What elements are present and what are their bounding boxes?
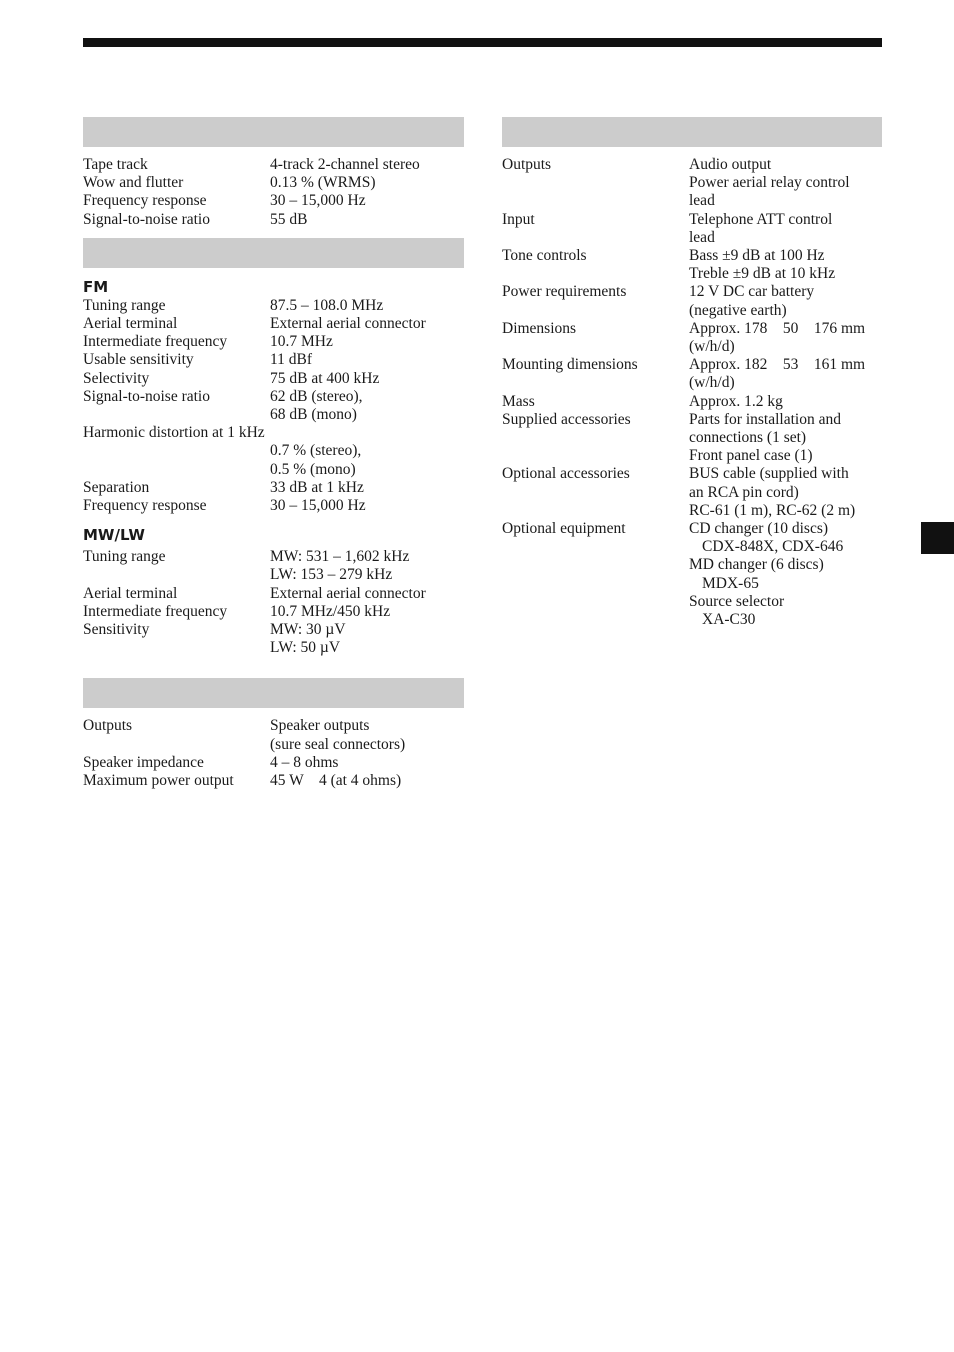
spec-value: MDX-65 [702,574,759,592]
spec-value: XA-C30 [702,611,756,629]
spec-label: Tuning range [83,296,166,314]
spec-value: an RCA pin cord) [689,483,799,501]
general-section-header [502,117,882,147]
spec-value: 0.7 % (stereo), [270,442,362,460]
spec-value: 12 V DC car battery [689,283,815,301]
spec-label: Intermediate frequency [83,602,228,620]
spec-value: 30 – 15,000 Hz [270,497,366,515]
spec-value: Approx. 1.2 kg [689,392,783,410]
spec-label: Tuning range [83,548,166,566]
fm-specs [83,297,464,515]
spec-value: Audio output [689,156,772,173]
spec-value: Bass ±9 dB at 100 Hz [689,247,825,265]
spec-value: lead [689,228,715,246]
section-tab-marker [921,522,954,554]
spec-value: connections (1 set) [689,429,807,447]
spec-label: Maximum power output [83,772,234,790]
spec-value: (negative earth) [689,301,787,319]
spec-value: 10.7 MHz [270,333,333,351]
spec-value: RC-61 (1 m), RC-62 (2 m) [689,501,856,519]
spec-value: Approx. 182 53 161 mm [689,356,866,374]
cassette-specs [83,156,464,229]
spec-value: Approx. 178 50 176 mm [689,319,866,337]
spec-label: Optional equipment [502,520,626,538]
spec-value: Front panel case (1) [689,447,813,465]
right-column [502,117,882,638]
spec-label: Speaker impedance [83,753,204,771]
spec-value: 4-track 2-channel stereo [270,156,420,173]
spec-label: Wow and flutter [83,174,184,192]
spec-value: 55 dB [270,210,308,228]
spec-value: Parts for installation and [689,410,841,428]
spec-label: Separation [83,478,150,496]
mwlw-heading: MW/LW [83,526,145,545]
spec-value: 62 dB (stereo), [270,387,363,405]
spec-value: 45 W 4 (at 4 ohms) [270,772,402,790]
spec-value: Power aerial relay control [689,174,850,192]
spec-value: LW: 153 – 279 kHz [270,566,393,584]
spec-value: Source selector [689,592,785,610]
spec-value: 33 dB at 1 kHz [270,478,364,496]
spec-value: External aerial connector [270,315,426,333]
amplifier-section-header [83,678,464,708]
spec-label: Usable sensitivity [83,351,194,369]
spec-value: 0.5 % (mono) [270,460,356,478]
spec-label: Aerial terminal [83,315,178,333]
spec-value: MW: 531 – 1,602 kHz [270,548,410,566]
amplifier-specs [83,717,464,790]
spec-value: Speaker outputs [270,717,370,735]
spec-value: (w/h/d) [689,338,735,356]
spec-value: LW: 50 µV [270,639,341,657]
spec-value: 30 – 15,000 Hz [270,192,366,210]
spec-value: 75 dB at 400 kHz [270,369,380,387]
spec-value: 11 dBf [270,351,313,369]
spec-label: Intermediate frequency [83,333,228,351]
general-specs [502,156,882,629]
spec-label: Outputs [502,156,552,173]
spec-value: lead [689,192,715,210]
spec-value: (w/h/d) [689,374,735,392]
spec-value: Treble ±9 dB at 10 kHz [689,265,836,283]
spec-value: CDX-848X, CDX-646 [702,538,844,556]
spec-label: Frequency response [83,497,207,515]
spec-value: 0.13 % (WRMS) [270,174,376,192]
spec-label: Power requirements [502,283,627,301]
fm-heading: FM [83,277,109,296]
spec-label: Tape track [83,156,148,173]
spec-label: Dimensions [502,319,577,337]
spec-label: Mass [502,392,535,410]
spec-label: Supplied accessories [502,410,631,428]
spec-label: Outputs [83,717,133,735]
spec-value: (sure seal connectors) [270,735,406,753]
spec-label: Mounting dimensions [502,356,638,374]
spec-value: 87.5 – 108.0 MHz [270,296,384,314]
spec-label: Frequency response [83,192,207,210]
spec-label: Sensitivity [83,621,150,639]
spec-value: MW: 30 µV [270,621,346,639]
spec-value: BUS cable (supplied with [689,465,849,483]
spec-label: Signal-to-noise ratio [83,387,210,405]
spec-label: Aerial terminal [83,584,178,602]
cassette-section-header [83,117,464,147]
spec-label: Tone controls [502,247,587,265]
spec-value: External aerial connector [270,584,426,602]
spec-label: Signal-to-noise ratio [83,210,210,228]
left-column [83,117,464,799]
spec-value: 68 dB (mono) [270,406,357,424]
spec-value: 4 – 8 ohms [270,753,339,771]
spec-value: MD changer (6 discs) [689,556,824,574]
spec-value: CD changer (10 discs) [689,520,829,538]
spec-label: Harmonic distortion at 1 kHz [83,424,265,442]
spec-value: Telephone ATT control [689,210,833,228]
spec-label: Input [502,210,535,228]
top-rule [83,38,882,47]
spec-value: 10.7 MHz/450 kHz [270,602,391,620]
spec-label: Optional accessories [502,465,630,483]
spec-label: Selectivity [83,369,150,387]
mwlw-specs [83,548,464,657]
tuner-section-header [83,238,464,268]
